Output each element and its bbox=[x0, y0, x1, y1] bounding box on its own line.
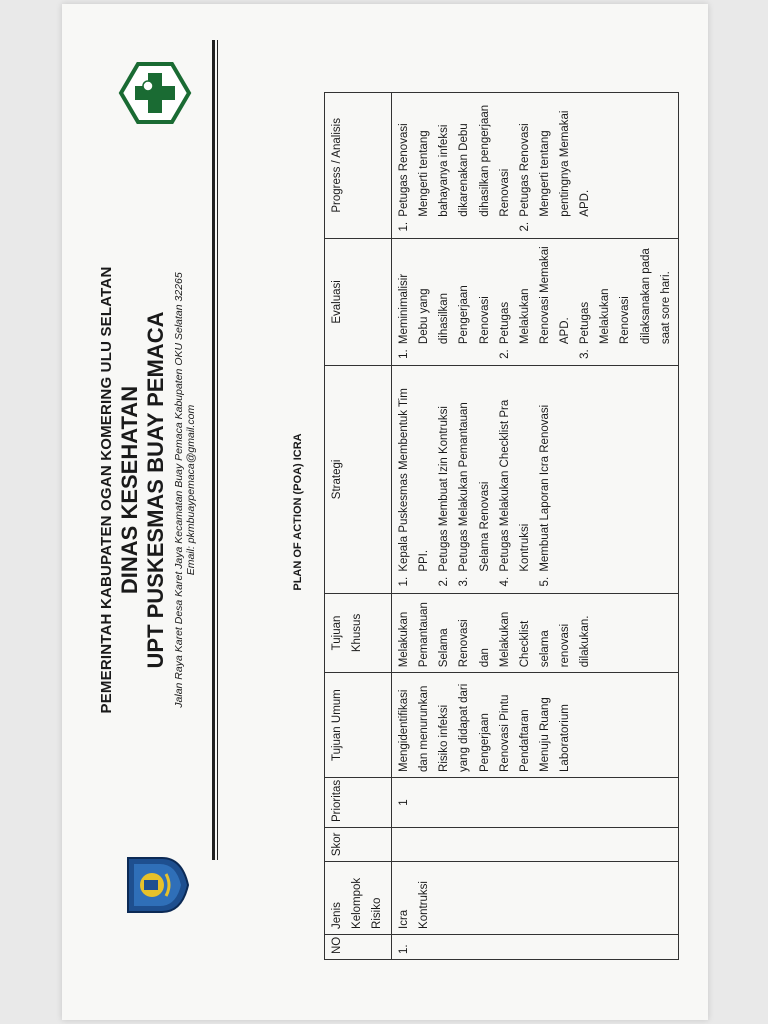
letterhead-rule bbox=[212, 40, 215, 860]
header-tujuan-khusus: Tujuan Khusus bbox=[325, 593, 392, 673]
regency-emblem-icon bbox=[122, 850, 192, 920]
institution-name: UPT PUSKESMAS BUAY PEMACA bbox=[143, 311, 168, 669]
cell-progress bbox=[392, 93, 679, 239]
cell-prioritas: 1 bbox=[392, 777, 679, 827]
strategi-item: 1. Kepala Puskesmas Membentuk Tim PPI. bbox=[394, 371, 434, 574]
poa-table bbox=[324, 92, 679, 960]
header-strategi: Strategi bbox=[325, 366, 392, 594]
strategi-item: 3. Petugas Melakukan Pemantauan Selama Renovasi bbox=[454, 371, 494, 574]
cell-tujuan-umum: Mengidentifikasi dan menurunkan Risiko infeksi yang didapat dari Pengerjaan Renovasi Pintu Pendaftaran Menuju Ruang Laboratorium bbox=[392, 673, 679, 778]
evaluasi-item: 2. Petugas Melakukan Renovasi Memakai APD. bbox=[495, 244, 576, 346]
evaluasi-item: 3. Petugas Melakukan Renovasi dilaksanakan pada saat sore hari. bbox=[575, 244, 676, 346]
header-skor: Skor bbox=[325, 828, 392, 862]
header-progress: Progress / Analisis bbox=[325, 93, 392, 239]
letterhead bbox=[80, 20, 230, 980]
progress-item: 1. Petugas Renovasi Mengerti tentang bahayanya infeksi dikarenakan Debu dihasilkan pengerjaan Renovasi bbox=[394, 98, 515, 219]
strategi-item: 4. Petugas Melakukan Checklist Pra Kontruksi bbox=[495, 371, 535, 574]
header-jenis: Jenis Kelompok Risiko bbox=[325, 862, 392, 935]
header-prioritas: Prioritas bbox=[325, 777, 392, 827]
department-name: DINAS KESEHATAN bbox=[117, 385, 142, 595]
rotated-content bbox=[62, 4, 708, 1020]
government-name: PEMERINTAH KABUPATEN OGAN KOMERING ULU SELATAN bbox=[98, 266, 115, 714]
cell-strategi bbox=[392, 366, 679, 594]
email: Email: pkmbuaypemaca@gmail.com bbox=[185, 404, 197, 576]
document-page bbox=[62, 4, 708, 1020]
document-title: PLAN OF ACTION (POA) ICRA bbox=[292, 433, 304, 591]
header-no: NO bbox=[325, 934, 392, 959]
strategi-item: 5. Membuat Laporan Icra Renovasi bbox=[535, 371, 555, 574]
header-evaluasi: Evaluasi bbox=[325, 238, 392, 365]
cell-tujuan-khusus: Melakukan Pemantauan Selama Renovasi dan Melakukan Checklist selama renovasi dilakukan. bbox=[392, 593, 679, 673]
letterhead-rule-thin bbox=[217, 40, 218, 860]
health-cross-logo-icon bbox=[118, 56, 192, 130]
cell-skor bbox=[392, 828, 679, 862]
strategi-item: 2. Petugas Membuat Izin Kontruksi bbox=[434, 371, 454, 574]
table-header-row bbox=[325, 93, 392, 960]
cell-evaluasi bbox=[392, 238, 679, 365]
header-tujuan-umum: Tujuan Umum bbox=[325, 673, 392, 778]
evaluasi-item: 1. Meminimalisir Debu yang dihasilkan Pengerjaan Renovasi bbox=[394, 244, 495, 346]
progress-item: 2. Petugas Renovasi Mengerti tentang pentingnya Memakai APD. bbox=[515, 98, 596, 219]
table-row bbox=[392, 93, 679, 960]
address: Jalan Raya Karet Desa Karet Jaya Kecamatan Buay Pemaca Kabupaten OKU Selatan 32265 bbox=[173, 272, 185, 708]
cell-jenis: Icra Kontruksi bbox=[392, 862, 679, 935]
cell-no: 1. bbox=[392, 934, 679, 959]
